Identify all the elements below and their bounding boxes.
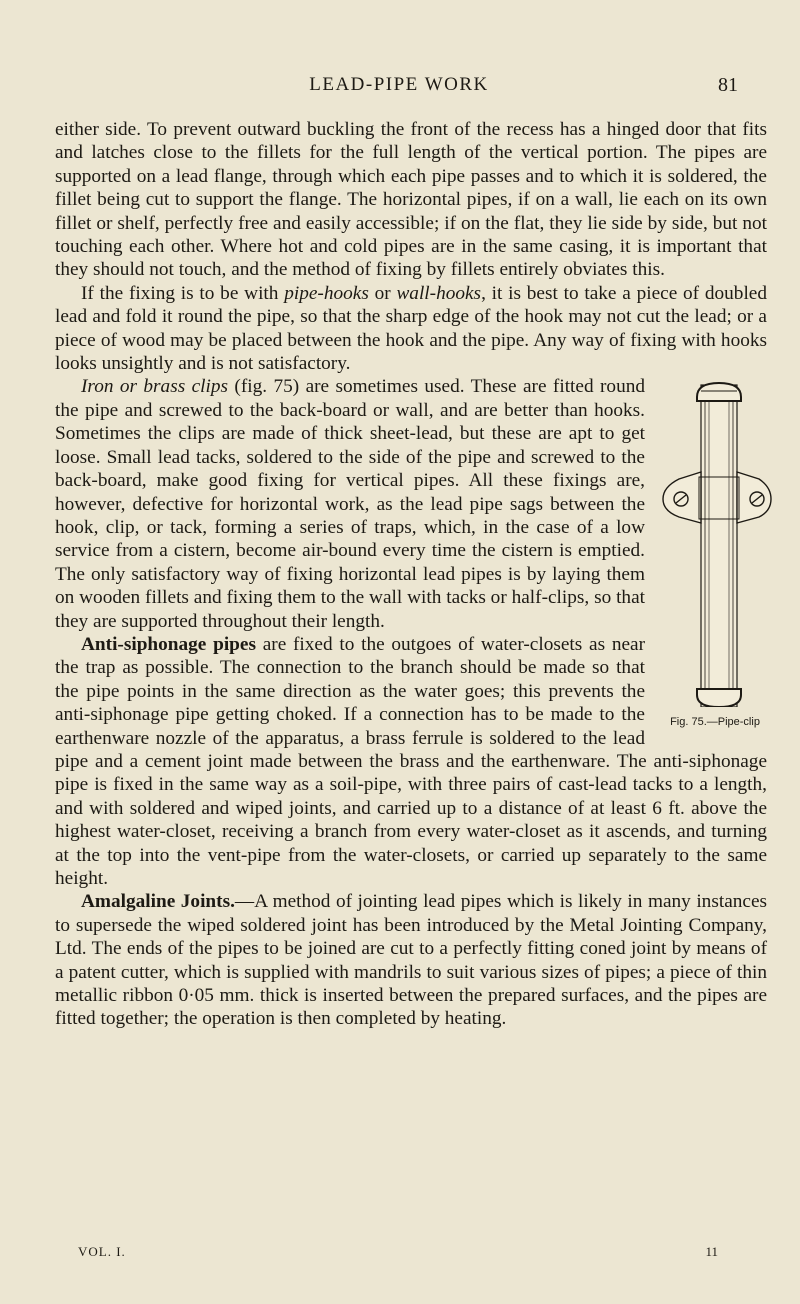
- page-number: 81: [718, 74, 738, 96]
- emphasis-term: pipe-hooks: [284, 282, 369, 304]
- text-run: are fixed to the outgoes of water-closets as near the trap as possible. The connection to the branch should be made so that the pipe points in the same direction as the water goes; this prevents the anti-siphonage pipe getting choked. If a connection has to be made to the earthenware nozzle of the apparatus, a brass ferrule is soldered to the lead pipe and a cement joint made between the brass and the earthenware. The anti-siphonage pipe is fixed in the same way as a soil-pipe, with three pairs of cast-lead tacks to a length, and with soldered and wiped joints, and carried up to a distance of at least 6 ft. above the highest water-closet, receiving a branch from every water-closet as it ascends, and turning at the top into the vent-pipe from the water-closets, or carried up separately to the same height.: [55, 633, 767, 889]
- text-run: or: [368, 282, 397, 304]
- figure-pipe-clip: [657, 377, 773, 737]
- page-header: [60, 74, 738, 104]
- text-run: (fig. 75) are sometimes used. These are fitted round the pipe and screwed to the back-board or wall, and are better than hooks. Sometimes the clips are made of thick sheet-lead, but these are apt to get loose. Small lead tacks, soldered to the side of the pipe and screwed to the back-board, make good fixing for vertical pipes. All these fixings are, however, defective for horizontal work, as the lead pipe sags between the hook, clip, or tack, forming a series of traps, which, in the case of a low service from a cistern, become air-bound every time the cistern is emptied. The only satisfactory way of fixing horizontal lead pipes is by laying them on wooden fillets and fixing them to the wall with tacks or half-clips, so that they are supported throughout their length.: [55, 376, 645, 632]
- paragraph: [55, 282, 767, 376]
- pipe-clip-illustration: [657, 377, 773, 707]
- text-run: , it is best to take a piece of doubled lead and fold it round the pipe, so that the sharp edge of the hook may not cut the lead; or a piece of wood may be placed between the hook and the pipe. Any way of fixing with hooks looks unsightly and is not satisfactory.: [55, 282, 767, 375]
- volume-mark: VOL. I.: [78, 1244, 126, 1259]
- text-run: If the fixing is to be with: [81, 282, 285, 304]
- running-title: LEAD-PIPE WORK: [309, 74, 489, 95]
- emphasis-term: Iron or brass clips: [81, 376, 229, 398]
- emphasis-term: wall-hooks: [396, 282, 482, 304]
- body-text: [55, 118, 767, 1031]
- paragraph: either side. To prevent outward buckling the front of the recess has a hinged door that fits and latches close to the fillets for the full length of the vertical portion. The pipes are supported on a lead flange, through which each pipe passes and to which it is soldered, the fillet being cut to support the flange. The horizontal pipes, if on a wall, lie each on its own fillet or shelf, perfectly free and easily accessible; if on the flat, they lie side by side, but not touching each other. Where hot and cold pipes are in the same casing, it is important that they should not touch, and the method of fixing by fillets entirely obviates this.: [55, 119, 767, 281]
- section-heading: Amalgaline Joints.: [81, 891, 235, 913]
- figure-caption: Fig. 75.—Pipe-clip: [670, 716, 760, 729]
- signature-mark: 11: [705, 1244, 718, 1259]
- paragraph: [55, 890, 767, 1030]
- text-run: —A method of jointing lead pipes which is likely in many instances to supersede the wiped soldered joint has been introduced by the Metal Jointing Company, Ltd. The ends of the pipes to be joined are cut to a perfectly fitting coned joint by means of a patent cutter, which is supplied with mandrils to suit various sizes of pipes; a piece of thin metallic ribbon 0·05 mm. thick is inserted between the prepared surfaces, and the pipes are fitted together; the operation is then completed by heating.: [55, 891, 768, 1030]
- section-term: Anti-siphonage pipes: [81, 633, 256, 655]
- page-footer: [78, 1244, 718, 1268]
